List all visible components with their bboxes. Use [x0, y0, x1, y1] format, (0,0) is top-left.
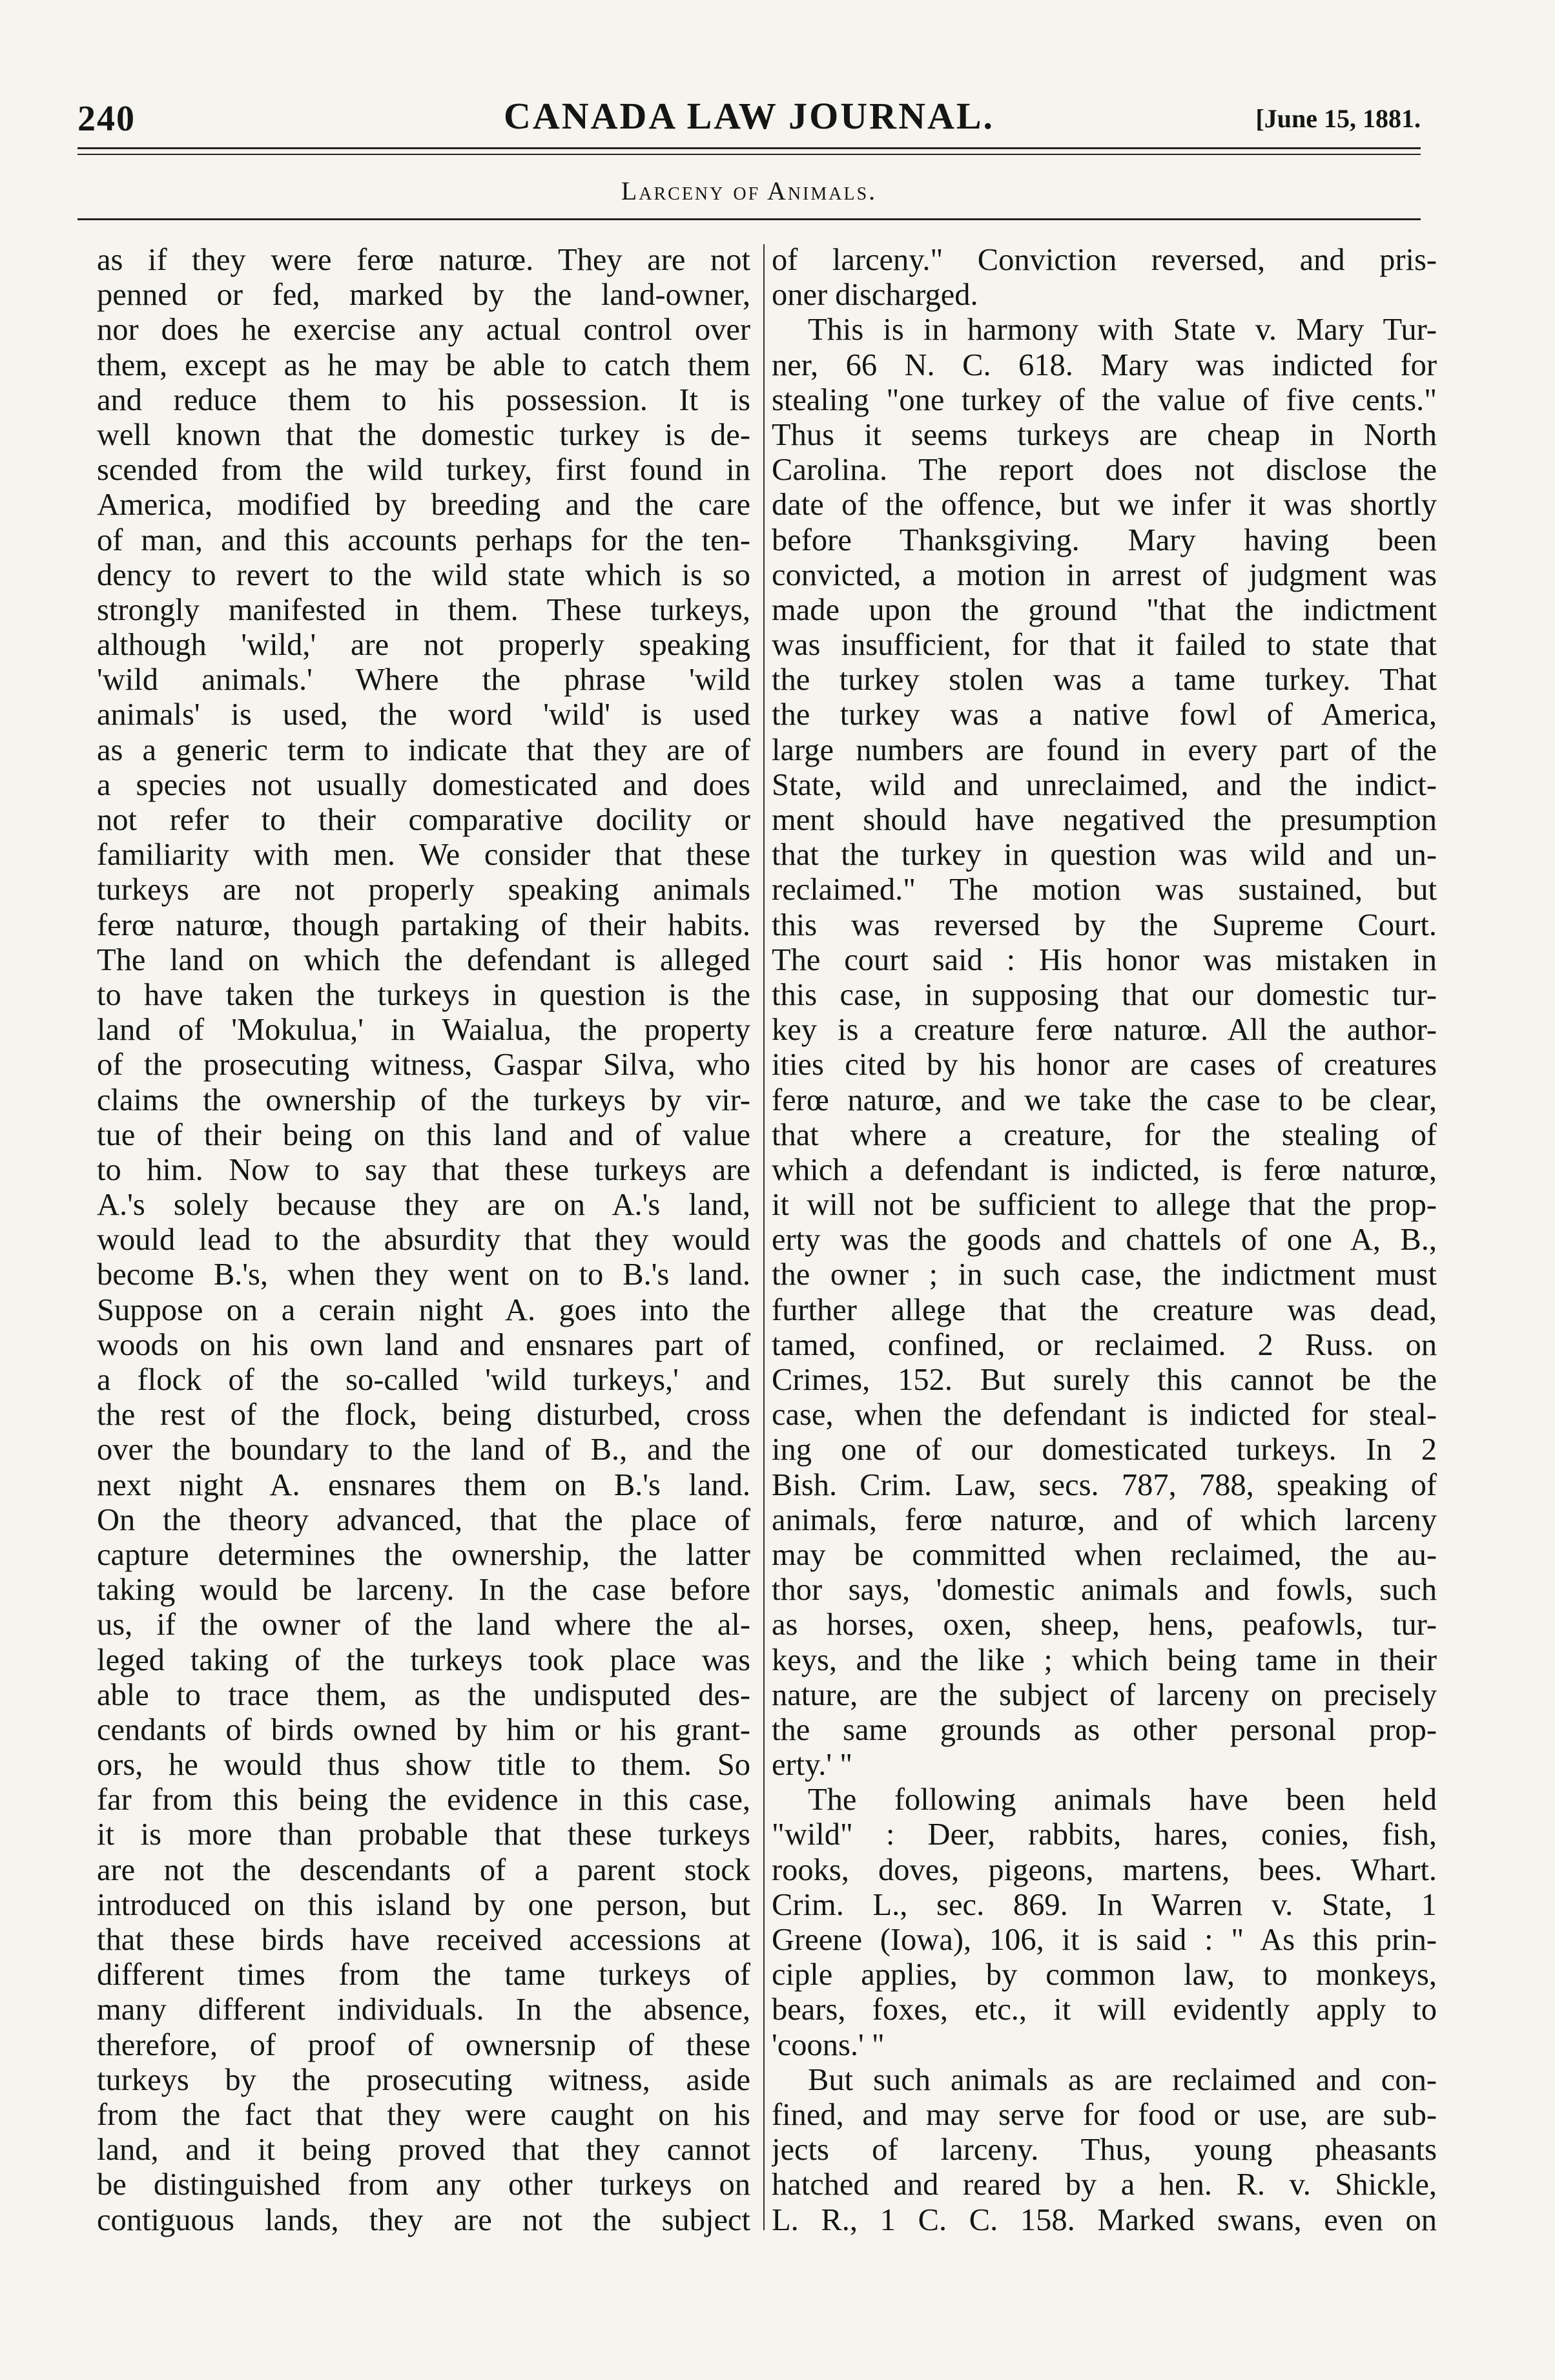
text-line: although 'wild,' are not properly speaking — [97, 628, 750, 663]
issue-date: [June 15, 1881. — [1255, 104, 1421, 133]
text-line: penned or fed, marked by the land-owner, — [97, 278, 750, 313]
text-line: The following animals have been held — [808, 1783, 1437, 1817]
text-line: leged taking of the turkeys took place was — [97, 1642, 750, 1677]
header-rule-top — [77, 147, 1421, 149]
text-line: animals' is used, the word 'wild' is used — [97, 698, 750, 732]
text-line: that where a creature, for the stealing of — [772, 1117, 1437, 1152]
text-line: A.'s solely because they are on A.'s land, — [97, 1188, 750, 1223]
text-line: State, wild and unreclaimed, and the indict- — [772, 767, 1437, 802]
text-line: L. R., 1 C. C. 158. Marked swans, even on — [772, 2202, 1437, 2237]
text-line: of the prosecuting witness, Gaspar Silva, who — [97, 1048, 750, 1082]
text-line: strongly manifested in them. These turkeys, — [97, 592, 750, 627]
text-line: introduced on this island by one person, but — [97, 1887, 750, 1922]
text-line: before Thanksgiving. Mary having been — [772, 523, 1437, 557]
text-line: large numbers are found in every part of the — [772, 732, 1437, 767]
text-line: next night A. ensnares them on B.'s land. — [97, 1467, 750, 1502]
page-header — [77, 92, 1421, 143]
text-line: it is more than probable that these turkeys — [97, 1817, 750, 1852]
page-number: 240 — [77, 99, 136, 139]
text-line: On the theory advanced, that the place of — [97, 1502, 750, 1537]
text-line: the rest of the flock, being disturbed, cross — [97, 1398, 750, 1433]
text-line: erty.' " — [772, 1748, 853, 1783]
text-line: not refer to their comparative docility or — [97, 803, 750, 837]
text-line: contiguous lands, they are not the subject — [97, 2202, 750, 2237]
text-line: are not the descendants of a parent stock — [97, 1852, 750, 1887]
header-rule-bottom — [77, 154, 1421, 155]
text-line: jects of larceny. Thus, young pheasants — [772, 2133, 1437, 2168]
text-line: a species not usually domesticated and does — [97, 767, 750, 802]
text-line: fined, and may serve for food or use, are sub- — [772, 2097, 1437, 2132]
text-line: Greene (Iowa), 106, it is said : " As this prin- — [772, 1923, 1437, 1957]
text-line: This is in harmony with State v. Mary Tur- — [808, 313, 1437, 347]
text-line: which a defendant is indicted, is ferœ naturœ, — [772, 1152, 1437, 1187]
text-line: erty was the goods and chattels of one A, B., — [772, 1223, 1437, 1257]
text-line: them, except as he may be able to catch them — [97, 347, 750, 382]
text-line: this case, in supposing that our domestic tur- — [772, 977, 1437, 1012]
text-line: 'coons.' " — [772, 2027, 885, 2062]
text-line: well known that the domestic turkey is de- — [97, 417, 750, 452]
text-line: as a generic term to indicate that they are of — [97, 732, 750, 767]
text-line: nor does he exercise any actual control over — [97, 313, 750, 347]
text-line: thor says, 'domestic animals and fowls, such — [772, 1573, 1437, 1608]
text-line: Bish. Crim. Law, secs. 787, 788, speaking of — [772, 1467, 1437, 1502]
text-line: oner discharged. — [772, 278, 978, 313]
text-line: a flock of the so-called 'wild turkeys,' and — [97, 1363, 750, 1397]
text-line: that the turkey in question was wild and un- — [772, 838, 1437, 873]
journal-title: CANADA LAW JOURNAL. — [503, 95, 995, 137]
text-line: was insufficient, for that it failed to state that — [772, 628, 1437, 663]
text-line: would lead to the absurdity that they would — [97, 1223, 750, 1257]
text-line: capture determines the ownership, the latter — [97, 1537, 750, 1572]
text-line: us, if the owner of the land where the al- — [97, 1608, 750, 1642]
text-line: ner, 66 N. C. 618. Mary was indicted for — [772, 347, 1437, 382]
text-line: ities cited by his honor are cases of creatures — [772, 1048, 1437, 1082]
text-line: Crim. L., sec. 869. In Warren v. State, 1 — [772, 1887, 1437, 1922]
text-line: case, when the defendant is indicted for steal- — [772, 1398, 1437, 1433]
text-line: animals, ferœ naturœ, and of which larceny — [772, 1502, 1437, 1537]
column-divider — [763, 244, 765, 2230]
text-line: keys, and the like ; which being tame in their — [772, 1642, 1437, 1677]
text-line: over the boundary to the land of B., and the — [97, 1433, 750, 1467]
text-line: ors, he would thus show title to them. So — [97, 1748, 750, 1783]
text-line: date of the offence, but we infer it was shortly — [772, 488, 1437, 523]
text-line: bears, foxes, etc., it will evidently apply to — [772, 1992, 1437, 2027]
text-line: But such animals as are reclaimed and con- — [808, 2062, 1437, 2097]
text-line: and reduce them to his possession. It is — [97, 382, 750, 417]
text-line: Thus it seems turkeys are cheap in North — [772, 417, 1437, 452]
text-line: familiarity with men. We consider that these — [97, 838, 750, 873]
text-line: as if they were ferœ naturœ. They are not — [97, 243, 750, 277]
text-line: this was reversed by the Supreme Court. — [772, 907, 1437, 942]
section-title: Larceny of Animals. — [621, 176, 878, 205]
text-line: the same grounds as other personal prop- — [772, 1712, 1437, 1747]
text-line: rooks, doves, pigeons, martens, bees. Whart. — [772, 1852, 1437, 1887]
text-line: ment should have negatived the presumption — [772, 803, 1437, 837]
text-line: different times from the tame turkeys of — [97, 1958, 750, 1992]
text-line: from the fact that they were caught on his — [97, 2097, 750, 2132]
text-line: Suppose on a cerain night A. goes into the — [97, 1292, 750, 1327]
text-line: to have taken the turkeys in question is the — [97, 977, 750, 1012]
text-line: America, modified by breeding and the care — [97, 488, 750, 523]
text-line: may be committed when reclaimed, the au- — [772, 1537, 1437, 1572]
text-line: land, and it being proved that they cannot — [97, 2133, 750, 2168]
text-line: of larceny." Conviction reversed, and pris- — [772, 243, 1437, 277]
text-line: as horses, oxen, sheep, hens, peafowls, tur- — [772, 1608, 1437, 1642]
text-line: "wild" : Deer, rabbits, hares, conies, fish, — [772, 1817, 1437, 1852]
text-line: The court said : His honor was mistaken in — [772, 942, 1437, 977]
text-line: ciple applies, by common law, to monkeys, — [772, 1958, 1437, 1992]
text-line: stealing "one turkey of the value of five cents." — [772, 382, 1437, 417]
text-line: 'wild animals.' Where the phrase 'wild — [97, 663, 750, 698]
text-line: the turkey stolen was a tame turkey. That — [772, 663, 1437, 698]
text-line: of man, and this accounts perhaps for the ten- — [97, 523, 750, 557]
left-column — [97, 243, 750, 2238]
text-line: further allege that the creature was dead, — [772, 1292, 1437, 1327]
text-line: far from this being the evidence in this case, — [97, 1783, 750, 1817]
text-line: made upon the ground "that the indictment — [772, 592, 1437, 627]
text-line: ing one of our domesticated turkeys. In 2 — [772, 1433, 1437, 1467]
text-line: hatched and reared by a hen. R. v. Shickle, — [772, 2168, 1437, 2202]
text-line: become B.'s, when they went on to B.'s land. — [97, 1257, 750, 1292]
text-line: turkeys are not properly speaking animals — [97, 873, 750, 907]
text-line: the owner ; in such case, the indictment must — [772, 1257, 1437, 1292]
text-line: reclaimed." The motion was sustained, but — [772, 873, 1437, 907]
right-column — [772, 243, 1437, 2238]
text-line: therefore, of proof of ownersnip of these — [97, 2027, 750, 2062]
text-line: woods on his own land and ensnares part of — [97, 1327, 750, 1362]
text-line: it will not be sufficient to allege that the prop- — [772, 1188, 1437, 1223]
text-line: Crimes, 152. But surely this cannot be the — [772, 1363, 1437, 1397]
text-line: Carolina. The report does not disclose the — [772, 453, 1437, 488]
text-line: dency to revert to the wild state which is so — [97, 557, 750, 592]
section-rule — [77, 218, 1421, 220]
text-line: that these birds have received accessions at — [97, 1923, 750, 1957]
text-line: able to trace them, as the undisputed des- — [97, 1677, 750, 1712]
text-line: tue of their being on this land and of value — [97, 1117, 750, 1152]
text-line: convicted, a motion in arrest of judgment was — [772, 557, 1437, 592]
text-line: cendants of birds owned by him or his grant- — [97, 1712, 750, 1747]
text-line: tamed, confined, or reclaimed. 2 Russ. on — [772, 1327, 1437, 1362]
text-line: taking would be larceny. In the case before — [97, 1573, 750, 1608]
text-line: to him. Now to say that these turkeys are — [97, 1152, 750, 1187]
text-line: key is a creature ferœ naturœ. All the author- — [772, 1013, 1437, 1048]
text-line: nature, are the subject of larceny on precisely — [772, 1677, 1437, 1712]
text-line: ferœ naturœ, and we take the case to be clear, — [772, 1082, 1437, 1117]
text-line: ferœ naturœ, though partaking of their habits. — [97, 907, 750, 942]
text-line: turkeys by the prosecuting witness, aside — [97, 2062, 750, 2097]
text-line: land of 'Mokulua,' in Waialua, the property — [97, 1013, 750, 1048]
text-line: claims the ownership of the turkeys by vir- — [97, 1082, 750, 1117]
text-line: many different individuals. In the absence, — [97, 1992, 750, 2027]
text-line: be distinguished from any other turkeys on — [97, 2168, 750, 2202]
text-line: The land on which the defendant is alleged — [97, 942, 750, 977]
text-line: the turkey was a native fowl of America, — [772, 698, 1437, 732]
text-line: scended from the wild turkey, first found in — [97, 453, 750, 488]
